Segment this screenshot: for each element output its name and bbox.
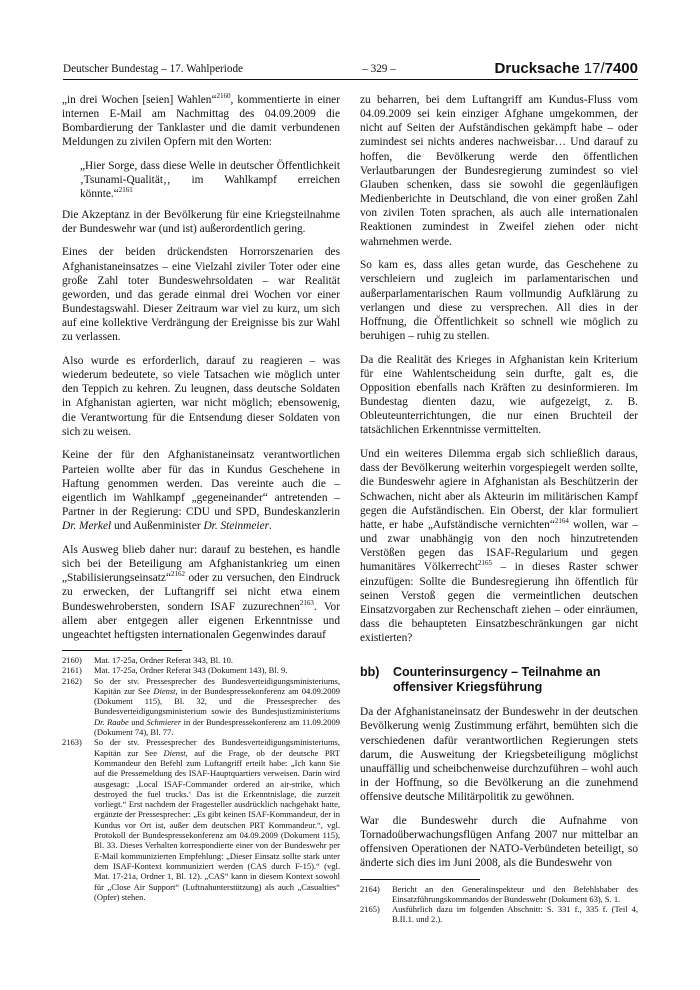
footnote: 2160) Mat. 17-25a, Ordner Referat 343, Bl. 10. xyxy=(62,654,234,665)
paragraph: Also wurde es erforderlich, darauf zu reagieren – was wiederum bedeutete, so viele Tatsachen wie möglich unter den Teppich zu kehren. Zu leugnen, dass deutsche Soldaten in Afghanistan agierten, war nicht möglich; ebensowenig, die Verantwortung für die Entsendung dieser Soldaten von sich zu weisen. xyxy=(62,355,340,438)
paragraph: So kam es, dass alles getan wurde, das Geschehene zu verschleiern und zugleich im parlamentarischen und außerparlamentarischen Raum vollmundig Aufklärung zu verlangen und diese zu versprechen. All dies in der Hoffnung, die Öffentlichkeit so schnell wie möglich zu beruhigen – ruhig zu stellen. xyxy=(360,259,638,342)
header-rule xyxy=(63,79,638,80)
doc-label: Drucksache xyxy=(494,60,580,77)
footnote: 2161) Mat. 17-25a, Ordner Referat 343 (Dokument 143), Bl. 9. xyxy=(62,665,288,676)
paragraph: zu beharren, bei dem Luftangriff am Kundus-Fluss vom 04.09.2009 sei kein einziger Afghane umgekommen, der nicht auf Seiten der Aufständischen gekämpft habe – oder zumindest sei nichts anderes nachweisbar… Und darauf zu hoffen, die Bevölkerung werde den öffentlichen Verlautbarungen der Bundesregierung zumindest so viel Glauben schenken, dass sie sowohl die gegenläufigen Medienberichte in Deutschland, die von einer großen Zahl von zivilen Toten sprachen, als auch alle internationalen Reaktionen zumindest in Zweifel ziehen oder nicht wahrnehmen werde. xyxy=(360,94,638,248)
footnote-ref[interactable]: 2161 xyxy=(118,186,133,195)
paragraph: Keine der für den Afghanistaneinsatz verantwortlichen Parteien wollte aber für das in Kundus Geschehene in Haftung genommen werden. Das vereinte auch die – eigentlich im Wahlkampf „gegeneinander“ antretenden – Partner in der Regierung: CDU und SPD, Bundeskanzlerin Dr. Merkel und Außenminister Dr. Steinmeier. xyxy=(62,449,340,533)
footnote: 2165) Ausführlich dazu im folgenden Abschnitt: S. 331 f., 335 f. (Teil 4, B.II.1. und 2.). xyxy=(360,904,638,925)
paragraph: War die Bundeswehr durch die Aufnahme von Tornadoüberwachungsflügen Anfang 2007 nur mittelbar an offensiven Operationen der NATO-Verbündeten beteiligt, so änderte sich dies im Juni 2008, als die Bundeswehr von xyxy=(360,814,638,870)
page-header xyxy=(63,58,638,78)
footnote-rule xyxy=(62,650,182,651)
page-number: – 329 – xyxy=(362,63,396,75)
footnote: 2163) So der stv. Pressesprecher des Bundesverteidigungsministeriums, Kapitän zur See Dienst, auf die Frage, ob der deutsche PRT Kommandeur den Befehl zum Luftangriff erteilt habe: „Ich kann Sie auf die Pressemeldung des ISAF-Hauptquartiers verweisen. Darin wird ausgesagt: ‚Local ISAF-Commander ordered an air-strike, which destroyed the fuel trucks.‘ Das ist die Erkenntnislage, die zurzeit vorliegt.“ Erst nachdem der Fragesteller ausdrücklich nachgehakt hatte, ergänzte der Pressesprecher: „Es gibt keinen ISAF-Kommandeur, der in Kundus vor Ort ist, außer dem deutschen PRT Kommandeur.“, vgl. Protokoll der Bundespressekonferenz am 04.09.2009 (Dokument 115), Bl. 33. Dieses Verhalten korrespondierte einer von der Bundeswehr per E-Mail kommunizierten Empfehlung: „Dieser Einsatz sollte stark unter dem ISAF-Kontext kommuniziert werden (CAS durch F-15).“ (vgl. Mat. 17-21a, Ordner 1, Bl. 12). „CAS“ kann in diesem Kontext sowohl für „Close Air Support“ (Luftnahunterstützung) als auch „Casualties“ (Opfer) stehen. xyxy=(62,737,340,902)
section-heading xyxy=(360,665,638,695)
right-column xyxy=(360,93,638,925)
section-number: bb) xyxy=(360,665,380,680)
footnote-ref[interactable]: 2165 xyxy=(477,559,492,568)
footnote-ref[interactable]: 2164 xyxy=(554,516,569,525)
doc-num-prefix: 17/ xyxy=(583,60,605,77)
paragraph: Als Ausweg blieb daher nur: darauf zu bestehen, es handle sich bei der Beteiligung am Afghanistankrieg um einen „Stabilisierungseinsatz“$^{2162}$ oder zu versuchen, den Eindruck zu erwecken, der Luftangriff sei nicht etwa einem Bundeswehrobersten, sondern ISAF zuzurechnen$^{2163}$. Vor allem aber entgegen aller eigenen Erkenntnisse und ungeachtet heftigsten internationalen Gegenwindes darauf xyxy=(62,543,341,641)
document-number xyxy=(495,60,638,77)
left-column xyxy=(62,93,340,902)
footnote-ref[interactable]: 2163 xyxy=(299,598,314,607)
footnote: 2162) So der stv. Pressesprecher des Bundesverteidigungsministeriums, Kapitän zur See Dienst, in der Bundespressekonferenz am 04.09.2009 (Dokument 115), Bl. 32, und die Pressesprecher des Bundesverteidigungsministerium sowie des Bundesjustizministeriums Dr. Raabe und Schmierer in der Bundespressekonferenz am 11.09.2009 (Dokument 74), Bl. 77. xyxy=(62,675,340,738)
block-quote: „Hier Sorge, dass diese Welle in deutscher Öffentlichkeit ‚Tsunami-Qualität‚‚ im Wahlkampf erreichen könnte.“$^{2161}$ xyxy=(80,160,340,201)
footnote: 2164) Bericht an den Generalinspekteur und den Befehlshaber des Einsatzführungskommandos der Bundeswehr (Dokument 63), S. 1. xyxy=(360,883,638,904)
footnote-rule xyxy=(360,879,480,880)
section-title: Counterinsurgency – Teilnahme an offensiver Kriegsführung xyxy=(393,665,601,695)
paragraph: Da die Realität des Krieges in Afghanistan kein Kriterium für eine Wahlentscheidung sein durfte, galt es, die Opposition ebenfalls nach Kräften zu desinformieren. Im Bundestag dienten dazu, wie aufgezeigt, z. B. Obleuteunterrichtungen, die nur einen Bruchteil der tatsächlichen Erkenntnisse vermittelten. xyxy=(360,353,638,437)
header-parliament: Deutscher Bundestag – 17. Wahlperiode xyxy=(63,63,244,75)
doc-num: 7400 xyxy=(604,60,638,77)
footnote-ref[interactable]: 2160 xyxy=(216,92,231,100)
paragraph: Und ein weiteres Dilemma ergab sich schließlich daraus, dass der Bevölkerung weiterhin vorgespiegelt werden sollte, die Bundeswehr agiere in Afghanistan als Beschützerin der Schwachen, nicht aber als Akteurin im militärischen Kampf gegen die Aufständischen. Ein Oberst, der klar formuliert hatte, er habe „Aufständische vernichten“$^{2164}$ wollen, war – und zwar unabhängig von den noch hinzutretenden Verstößen gegen das ISAF-Regularium und gegen humanitäres Völkerrecht$^{2165}$ – in dieses Raster schwer einzufügen: Sollte die Bundesregierung ihn öffentlich für seinen Verstoß gegen die vermeintlichen deutschen Einsatzvorgaben zur Rechenschaft ziehen – oder einräumen, dass die behaupteten Einsatzbeschränkungen gar nicht existierten? xyxy=(360,448,638,645)
paragraph: Da der Afghanistaneinsatz der Bundeswehr in der deutschen Bevölkerung wenig Zustimmung erfährt, bemühten sich die verschiedenen dafür verantwortlichen Regierungen stets darum, die Ausweitung der Kriegsbeteiligung möglichst unauffällig und scheibchenweise durchzuführen – wohl auch in der Hoffnung, so die Bevölkerung an die zunehmend offensive deutsche Militärpolitik zu gewöhnen. xyxy=(360,706,638,804)
paragraph: Die Akzeptanz in der Bevölkerung für eine Kriegsteilnahme der Bundeswehr war (und ist) außerordentlich gering. xyxy=(62,208,340,235)
footnote-ref[interactable]: 2162 xyxy=(171,570,185,579)
paragraph: „in drei Wochen [seien] Wahlen“$^{2160}$, kommentierte in einer internen E-Mail am Nachmittag des 04.09.2009 die Bombardierung der Tanklaster und die damit verbundenen Meldungen zu zivilen Opfern mit den Worten: xyxy=(62,92,340,149)
paragraph: Eines der beiden drückendsten Horrorszenarien des Afghanistaneinsatzes – eine Vielzahl ziviler Toter oder eine große Zahl toter Bundeswehrsoldaten – war Realität geworden, und das gerade einmal drei Wochen vor einer Bundestagswahl. Dieser Zeitraum war viel zu kurz, um sich auf eine kollektive Verdrängung der Ereignisse bis zur Wahl zu verlassen. xyxy=(62,246,340,344)
